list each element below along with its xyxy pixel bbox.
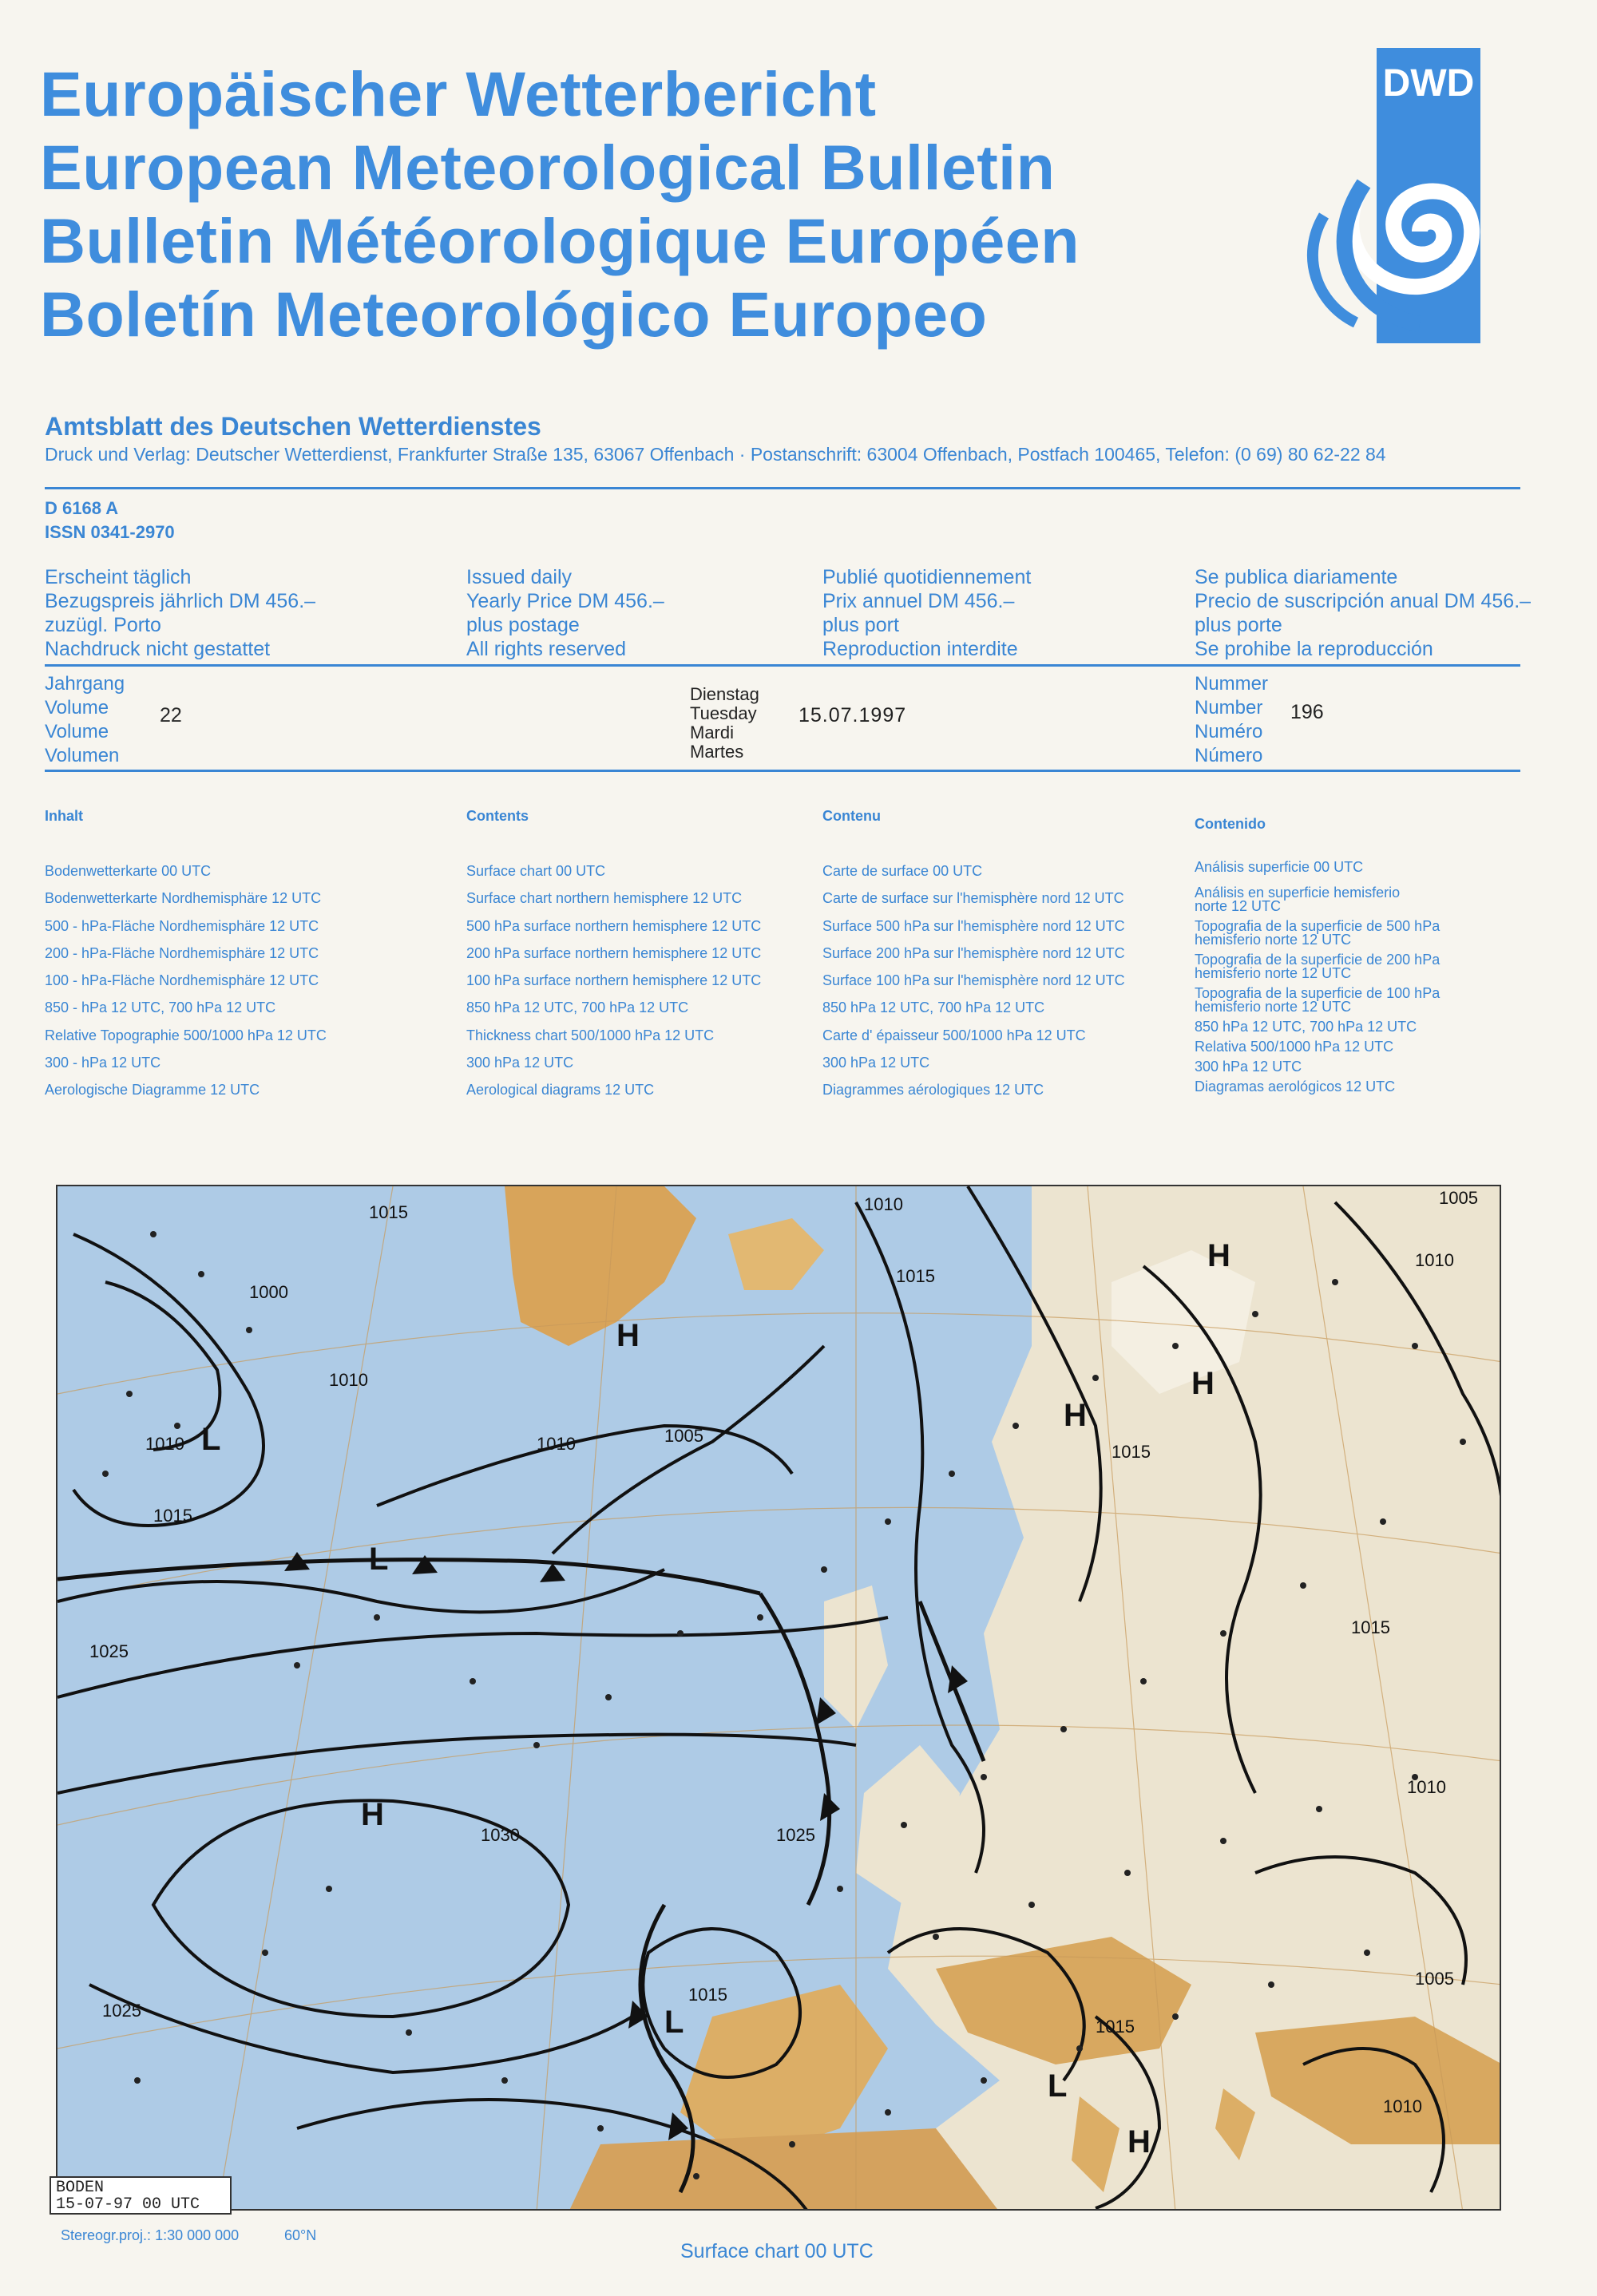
title-en: European Meteorological Bulletin bbox=[40, 132, 1056, 203]
isobar-label: 1030 bbox=[481, 1825, 520, 1845]
toc-item: 100 - hPa-Fläche Nordhemisphäre 12 UTC bbox=[45, 972, 319, 989]
issue-line: Yearly Price DM 456.– bbox=[466, 590, 664, 612]
issue-line: plus porte bbox=[1195, 614, 1282, 636]
issue-info-en bbox=[466, 565, 664, 661]
identifiers bbox=[45, 497, 175, 544]
toc-item: Carte d' épaisseur 500/1000 hPa 12 UTC bbox=[822, 1027, 1086, 1043]
toc-item: hemisferio norte 12 UTC bbox=[1195, 965, 1352, 981]
volume-value: 22 bbox=[160, 704, 182, 726]
number-label: Número bbox=[1195, 745, 1263, 766]
issue-line: Nachdruck nicht gestattet bbox=[45, 638, 271, 660]
toc-list-es bbox=[1195, 861, 1440, 1094]
chart-stamp bbox=[50, 2176, 232, 2215]
toc-item: Surface 100 hPa sur l'hemisphère nord 12 UTC bbox=[822, 972, 1125, 989]
toc-item: hemisferio norte 12 UTC bbox=[1195, 999, 1352, 1015]
isobar-label: 1005 bbox=[1415, 1969, 1454, 1989]
issue-info-es bbox=[1195, 565, 1531, 661]
volume-labels bbox=[45, 672, 125, 768]
toc-item: Relative Topographie 500/1000 hPa 12 UTC bbox=[45, 1027, 327, 1043]
isobar-label: 1010 bbox=[864, 1194, 903, 1214]
isobar-label: 1015 bbox=[1096, 2017, 1135, 2037]
title-block bbox=[40, 57, 1080, 351]
toc-item: 850 - hPa 12 UTC, 700 hPa 12 UTC bbox=[45, 1000, 276, 1016]
toc-item: Análisis superficie 00 UTC bbox=[1195, 859, 1364, 875]
volume-label: Volumen bbox=[45, 745, 120, 766]
isobar-label: 1015 bbox=[896, 1266, 935, 1286]
issue-line: Bezugspreis jährlich DM 456.– bbox=[45, 590, 316, 612]
issue-line: All rights reserved bbox=[466, 638, 627, 660]
isobar-label: 1005 bbox=[1439, 1188, 1478, 1208]
divider bbox=[45, 487, 1520, 489]
dwd-logo bbox=[1300, 48, 1484, 351]
toc-item: Surface 500 hPa sur l'hemisphère nord 12 UTC bbox=[822, 917, 1125, 934]
volume-label: Volume bbox=[45, 697, 109, 718]
toc-list-fr bbox=[822, 857, 1125, 1104]
high-pressure-center: H bbox=[1127, 2124, 1151, 2159]
toc-item: 200 hPa surface northern hemisphere 12 UTC bbox=[466, 944, 762, 961]
toc-item: Relativa 500/1000 hPa 12 UTC bbox=[1195, 1039, 1394, 1055]
toc-item: 850 hPa 12 UTC, 700 hPa 12 UTC bbox=[466, 1000, 689, 1016]
number-label: Number bbox=[1195, 697, 1263, 718]
isobar-label: 1000 bbox=[249, 1282, 288, 1302]
isobar-label: 1010 bbox=[145, 1434, 184, 1454]
divider bbox=[45, 770, 1520, 772]
isobar-label: 1025 bbox=[776, 1825, 815, 1845]
issue-number: 196 bbox=[1290, 701, 1324, 723]
stamp-line: BODEN bbox=[56, 2179, 105, 2197]
toc-heading-es: Contenido bbox=[1195, 816, 1266, 832]
number-label: Numéro bbox=[1195, 721, 1263, 742]
toc-item: Bodenwetterkarte Nordhemisphäre 12 UTC bbox=[45, 890, 322, 907]
toc-item: 500 - hPa-Fläche Nordhemisphäre 12 UTC bbox=[45, 917, 319, 934]
toc-heading-de: Inhalt bbox=[45, 808, 83, 824]
issue-line: Se prohibe la reproducción bbox=[1195, 638, 1433, 660]
issue-date: 15.07.1997 bbox=[798, 704, 907, 726]
weekday-label: Martes bbox=[690, 742, 744, 762]
isobar-label: 1005 bbox=[664, 1426, 703, 1446]
map-graphic bbox=[56, 1186, 1501, 2214]
weekday-label: Tuesday bbox=[690, 703, 757, 723]
number-label: Nummer bbox=[1195, 673, 1269, 695]
issue-info-fr bbox=[822, 565, 1031, 661]
stamp-line: 15-07-97 00 UTC bbox=[56, 2195, 200, 2214]
weekday-label: Mardi bbox=[690, 722, 735, 742]
low-pressure-center: L bbox=[201, 1422, 221, 1457]
isobar-label: 1025 bbox=[89, 1641, 129, 1661]
low-pressure-center: L bbox=[369, 1542, 389, 1577]
toc-item: Topografia de la superficie de 500 hPa bbox=[1195, 918, 1440, 934]
low-pressure-center: L bbox=[1048, 2068, 1068, 2104]
toc-item: 300 hPa 12 UTC bbox=[1195, 1059, 1302, 1075]
map-caption: Surface chart 00 UTC bbox=[680, 2240, 874, 2262]
surface-weather-map bbox=[56, 1185, 1501, 2214]
high-pressure-center: H bbox=[1064, 1398, 1087, 1433]
toc-item: Thickness chart 500/1000 hPa 12 UTC bbox=[466, 1027, 715, 1043]
issue-line: plus port bbox=[822, 614, 899, 636]
isobar-label: 1010 bbox=[1383, 2096, 1422, 2116]
toc-heading-fr: Contenu bbox=[822, 808, 881, 824]
toc-item: 200 - hPa-Fläche Nordhemisphäre 12 UTC bbox=[45, 944, 319, 961]
toc-item: Topografia de la superficie de 100 hPa bbox=[1195, 985, 1440, 1001]
toc-item: 300 - hPa 12 UTC bbox=[45, 1055, 161, 1071]
title-de: Europäischer Wetterbericht bbox=[40, 58, 877, 129]
toc-list-en bbox=[466, 857, 761, 1104]
toc-item: Surface chart northern hemisphere 12 UTC bbox=[466, 890, 743, 907]
toc-item: Surface 200 hPa sur l'hemisphère nord 12 UTC bbox=[822, 944, 1125, 961]
weekday-labels bbox=[690, 685, 759, 762]
isobar-label: 1015 bbox=[153, 1506, 192, 1526]
isobar-label: 1025 bbox=[102, 2001, 141, 2021]
high-pressure-center: H bbox=[616, 1318, 640, 1353]
divider bbox=[45, 664, 1520, 667]
toc-item: Bodenwetterkarte 00 UTC bbox=[45, 863, 212, 879]
issue-line: Prix annuel DM 456.– bbox=[822, 590, 1015, 612]
issue-line: Issued daily bbox=[466, 566, 573, 588]
issue-line: Publié quotidiennement bbox=[822, 566, 1032, 588]
isobar-label: 1010 bbox=[1415, 1250, 1454, 1270]
issn: ISSN 0341-2970 bbox=[45, 522, 175, 542]
isobar-label: 1010 bbox=[329, 1370, 368, 1390]
issue-line: Se publica diariamente bbox=[1195, 566, 1398, 588]
issue-info-de bbox=[45, 565, 315, 661]
high-pressure-center: H bbox=[361, 1797, 384, 1832]
toc-item: Carte de surface sur l'hemisphère nord 12 UTC bbox=[822, 890, 1124, 907]
toc-item: 850 hPa 12 UTC, 700 hPa 12 UTC bbox=[1195, 1019, 1417, 1035]
reference-latitude: 60°N bbox=[284, 2227, 317, 2243]
isobar-label: 1015 bbox=[688, 1985, 727, 2005]
land-masses bbox=[505, 1186, 1501, 2211]
isobar-label: 1010 bbox=[537, 1434, 576, 1454]
issue-line: Erscheint täglich bbox=[45, 566, 192, 588]
volume-label: Jahrgang bbox=[45, 673, 125, 695]
toc-item: Diagrammes aérologiques 12 UTC bbox=[822, 1082, 1044, 1099]
issue-line: zuzügl. Porto bbox=[45, 614, 161, 636]
toc-item: Diagramas aerológicos 12 UTC bbox=[1195, 1079, 1396, 1095]
issue-line: plus postage bbox=[466, 614, 580, 636]
toc-item: Topografia de la superficie de 200 hPa bbox=[1195, 952, 1440, 968]
isobar-label: 1010 bbox=[1407, 1777, 1446, 1797]
logo-text: DWD bbox=[1382, 62, 1475, 105]
high-pressure-center: H bbox=[1191, 1366, 1215, 1401]
d-number: D 6168 A bbox=[45, 498, 119, 518]
low-pressure-center: L bbox=[664, 2005, 684, 2040]
official-gazette-title: Amtsblatt des Deutschen Wetterdienstes bbox=[45, 412, 541, 441]
toc-item: Análisis en superficie hemisferio bbox=[1195, 885, 1401, 901]
toc-item: 300 hPa 12 UTC bbox=[466, 1055, 574, 1071]
title-es: Boletín Meteorológico Europeo bbox=[40, 279, 988, 350]
isobar-label: 1015 bbox=[369, 1202, 408, 1222]
toc-item: Carte de surface 00 UTC bbox=[822, 863, 983, 879]
toc-item: Aerological diagrams 12 UTC bbox=[466, 1082, 655, 1099]
toc-list-de bbox=[45, 857, 327, 1104]
number-labels bbox=[1195, 672, 1268, 768]
toc-item: norte 12 UTC bbox=[1195, 898, 1282, 914]
toc-item: Aerologische Diagramme 12 UTC bbox=[45, 1082, 260, 1099]
title-fr: Bulletin Météorologique Européen bbox=[40, 205, 1080, 276]
isobar-label: 1015 bbox=[1351, 1617, 1390, 1637]
issue-line: Reproduction interdite bbox=[822, 638, 1018, 660]
toc-item: 300 hPa 12 UTC bbox=[822, 1055, 930, 1071]
isobar-label: 1015 bbox=[1112, 1442, 1151, 1462]
volume-label: Volume bbox=[45, 721, 109, 742]
toc-heading-en: Contents bbox=[466, 808, 529, 824]
issue-line: Precio de suscripción anual DM 456.– bbox=[1195, 590, 1532, 612]
weekday-label: Dienstag bbox=[690, 684, 759, 704]
toc-item: 100 hPa surface northern hemisphere 12 UTC bbox=[466, 972, 762, 989]
toc-item: 850 hPa 12 UTC, 700 hPa 12 UTC bbox=[822, 1000, 1045, 1016]
toc-item: Surface chart 00 UTC bbox=[466, 863, 606, 879]
high-pressure-center: H bbox=[1207, 1238, 1230, 1273]
toc-item: 500 hPa surface northern hemisphere 12 UTC bbox=[466, 917, 762, 934]
publisher-address: Druck und Verlag: Deutscher Wetterdienst, Frankfurter Straße 135, 63067 Offenbach · Postanschrift: 63004 Offenbach, Postfach 100465, Telefon: (0 69) 80 62-22 84 bbox=[45, 444, 1386, 465]
projection-scale: Stereogr.proj.: 1:30 000 000 bbox=[61, 2227, 240, 2243]
toc-item: hemisferio norte 12 UTC bbox=[1195, 932, 1352, 948]
